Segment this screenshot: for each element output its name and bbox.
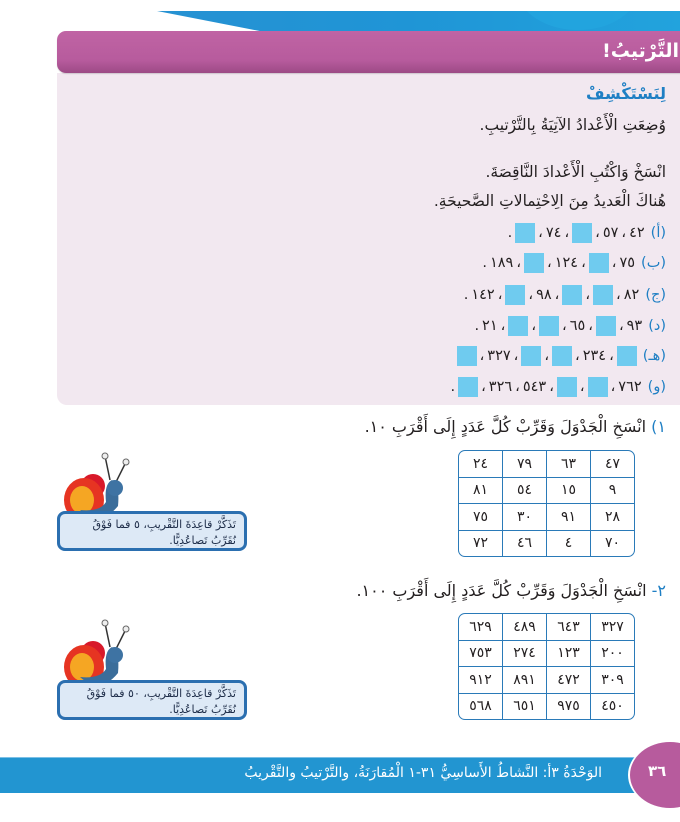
sequence-number: ٦٥ xyxy=(569,318,586,334)
table-cell: ٩ xyxy=(590,478,634,505)
table-cell: ٤٦ xyxy=(502,531,546,557)
table-cell: ٧٥ xyxy=(459,504,502,531)
sequence-number: ٥٧ xyxy=(602,225,619,241)
separator: ، xyxy=(516,255,522,271)
sequence-row xyxy=(474,315,666,337)
blank-number-box[interactable] xyxy=(505,285,525,305)
question-2-text: انْسَخِ الْجَدْوَلَ وَقَرِّبْ كُلَّ عَدَدٍ إِلَى أَقْرَبِ ١٠٠. xyxy=(356,581,647,600)
table-cell: ٤ xyxy=(546,531,590,557)
rounding-tip-2: تَذَكَّرْ قاعِدَةَ التَّقْريبِ، ٥٠ فما فَوْقُ نُقَرِّبُ تَصاعُدِيًّا. xyxy=(57,680,247,720)
separator: ، xyxy=(621,225,627,241)
table-row xyxy=(459,694,634,720)
table-cell: ٨١ xyxy=(459,478,502,505)
table-row xyxy=(459,641,634,668)
sequence-label: (و) xyxy=(647,379,666,395)
sequence-number: ١٢٤ xyxy=(554,255,579,271)
question-2-number: ٢- xyxy=(651,581,666,600)
sequence-number: ٨٢ xyxy=(623,287,640,303)
explore-note: هُناكَ الْعَديدُ مِنَ الِاحْتِمالاتِ الصَّحيحَةِ. xyxy=(433,192,666,210)
table-cell: ٢٧٤ xyxy=(502,641,546,668)
sequence-number: ٩٨ xyxy=(536,287,552,303)
footer-unit-title: الوَحْدَةُ ٣أ: النَّشاطُ الأَساسِيُّ ٣١-١ الْمُقارَنَةُ، والتَّرْتيبُ والتَّقْريبُ xyxy=(244,765,602,781)
page-number: ٣٦ xyxy=(648,762,667,780)
blank-number-box[interactable] xyxy=(539,316,559,336)
sequence-number: ٣٢٦ xyxy=(488,379,513,395)
question-1 xyxy=(365,417,666,436)
separator: ، xyxy=(549,379,554,395)
blank-number-box[interactable] xyxy=(596,316,616,336)
table-cell: ٣٢٧ xyxy=(590,614,634,641)
table-cell: ٨٩١ xyxy=(502,667,546,694)
separator: ، xyxy=(609,348,614,364)
table-cell: ٩١٢ xyxy=(459,667,502,694)
table-cell: ٢٨ xyxy=(590,504,634,531)
separator: ، xyxy=(616,287,621,303)
table-cell: ٤٥٠ xyxy=(590,694,634,720)
table-cell: ٥٤ xyxy=(502,478,546,505)
rounding-table-100 xyxy=(458,613,635,720)
blank-number-box[interactable] xyxy=(515,223,535,243)
separator: ، xyxy=(595,225,600,241)
separator: ، xyxy=(515,379,520,395)
separator: ، xyxy=(575,348,580,364)
explore-intro: وُضِعَتِ الْأَعْدادُ الآتِيَةُ بِالتَّرْتيبِ. xyxy=(479,116,666,134)
question-2 xyxy=(356,581,666,600)
sequence-number: ٩٣ xyxy=(626,318,643,334)
table-cell: ٦٣ xyxy=(546,451,590,478)
sequence-number: ٣٢٧ xyxy=(487,348,511,364)
sequence-end: . xyxy=(450,379,456,395)
blank-number-box[interactable] xyxy=(588,377,608,397)
sequence-end: . xyxy=(507,225,513,241)
separator: ، xyxy=(581,255,586,271)
sequence-label: (د) xyxy=(648,318,666,334)
sequence-end: . xyxy=(474,318,480,334)
table-cell: ٦٤٣ xyxy=(546,614,590,641)
table-cell: ٧٢ xyxy=(472,535,489,552)
sequence-number: ٥٤٣ xyxy=(522,379,547,395)
sequence-end: . xyxy=(482,255,487,271)
table-row xyxy=(459,531,634,557)
separator: ، xyxy=(528,287,534,303)
sequence-row xyxy=(508,222,666,244)
table-cell: ٩٧٥ xyxy=(546,694,590,720)
sequence-row xyxy=(482,252,666,274)
section-title: التَّرْتيبُ! xyxy=(602,40,679,62)
separator: ، xyxy=(481,379,486,395)
table-cell: ٧٠ xyxy=(590,531,634,557)
sequence-label: (أ) xyxy=(650,225,666,241)
separator: ، xyxy=(513,348,519,364)
table-cell: ٢٠٠ xyxy=(590,641,634,668)
table-cell: ٦٢٩ xyxy=(459,614,502,641)
separator: ، xyxy=(497,287,503,303)
table-row xyxy=(459,614,634,641)
blank-number-box[interactable] xyxy=(457,346,477,366)
separator: ، xyxy=(564,225,570,241)
blank-number-box[interactable] xyxy=(617,346,637,366)
table-cell: ٩١ xyxy=(546,504,590,531)
question-1-text: انْسَخِ الْجَدْوَلَ وَقَرِّبْ كُلَّ عَدَدٍ إِلَى أَقْرَبِ ١٠. xyxy=(364,417,647,436)
table-cell: ٤٧ xyxy=(590,451,634,478)
separator: ، xyxy=(610,379,616,395)
sequence-number: ٧٥ xyxy=(619,255,636,271)
sequence-end: . xyxy=(463,287,469,303)
sequence-row xyxy=(457,345,666,367)
table-row xyxy=(459,451,634,478)
table-cell: ٤٧٢ xyxy=(546,667,590,694)
sequence-number: ٢٣٤ xyxy=(582,348,607,364)
blank-number-box[interactable] xyxy=(589,253,609,273)
blank-number-box[interactable] xyxy=(557,377,577,397)
table-cell: ٥٦٨ xyxy=(469,698,492,715)
sequence-number: ١٨٩ xyxy=(489,255,514,271)
table-cell: ٦٥١ xyxy=(502,694,546,720)
blank-number-box[interactable] xyxy=(562,285,582,305)
table-cell: ٤٨٩ xyxy=(502,614,546,641)
separator: ، xyxy=(479,348,485,364)
sequence-number: ٧٦٢ xyxy=(618,379,642,395)
blank-number-box[interactable] xyxy=(524,253,544,273)
sequence-label: (هـ) xyxy=(642,348,666,364)
sequence-row xyxy=(451,376,667,398)
separator: ، xyxy=(538,225,543,241)
blank-number-box[interactable] xyxy=(552,346,572,366)
sequence-label: (ج) xyxy=(645,287,666,303)
table-cell: ٧٥٣ xyxy=(459,641,502,668)
section-header xyxy=(57,31,680,73)
table-cell: ٣٠٩ xyxy=(590,667,634,694)
separator: ، xyxy=(585,287,591,303)
page-footer xyxy=(0,757,680,793)
sequence-number: ١٤٢ xyxy=(471,287,495,303)
rounding-table-10 xyxy=(458,450,635,557)
table-row xyxy=(459,478,634,505)
sequence-number: ٤٢ xyxy=(629,225,645,241)
separator: ، xyxy=(531,318,536,334)
blank-number-box[interactable] xyxy=(458,377,478,397)
table-cell: ١٥ xyxy=(546,478,590,505)
blank-number-box[interactable] xyxy=(508,316,528,336)
table-cell: ٣٠ xyxy=(502,504,546,531)
blank-number-box[interactable] xyxy=(593,285,613,305)
table-row xyxy=(459,504,634,531)
sequence-number: ٢١ xyxy=(482,318,498,334)
separator: ، xyxy=(562,318,567,334)
table-cell: ١٢٣ xyxy=(546,641,590,668)
table-cell: ٢٤ xyxy=(459,451,502,478)
blank-number-box[interactable] xyxy=(572,223,592,243)
separator: ، xyxy=(547,255,552,271)
table-row xyxy=(459,667,634,694)
separator: ، xyxy=(588,318,593,334)
sequence-row xyxy=(464,284,666,306)
separator: ، xyxy=(500,318,506,334)
sequence-label: (ب) xyxy=(641,255,666,271)
blank-number-box[interactable] xyxy=(521,346,541,366)
separator: ، xyxy=(611,255,617,271)
sequence-number: ٧٤ xyxy=(545,225,562,241)
explore-heading: لِنَسْتَكْشِفْ xyxy=(586,84,666,103)
question-1-number: ١) xyxy=(651,417,666,436)
separator: ، xyxy=(544,348,550,364)
table-cell: ٧٩ xyxy=(502,451,546,478)
rounding-tip-1: تَذَكَّرْ قاعِدَةَ التَّقْريبِ، ٥ فما فَوْقُ نُقَرِّبُ تَصاعُدِيًّا. xyxy=(57,511,247,551)
explore-instruction: انْسَخْ وَاكْتُبِ الْأَعْدادَ النَّاقِصَةَ. xyxy=(485,163,666,181)
separator: ، xyxy=(618,318,624,334)
separator: ، xyxy=(554,287,560,303)
separator: ، xyxy=(579,379,585,395)
